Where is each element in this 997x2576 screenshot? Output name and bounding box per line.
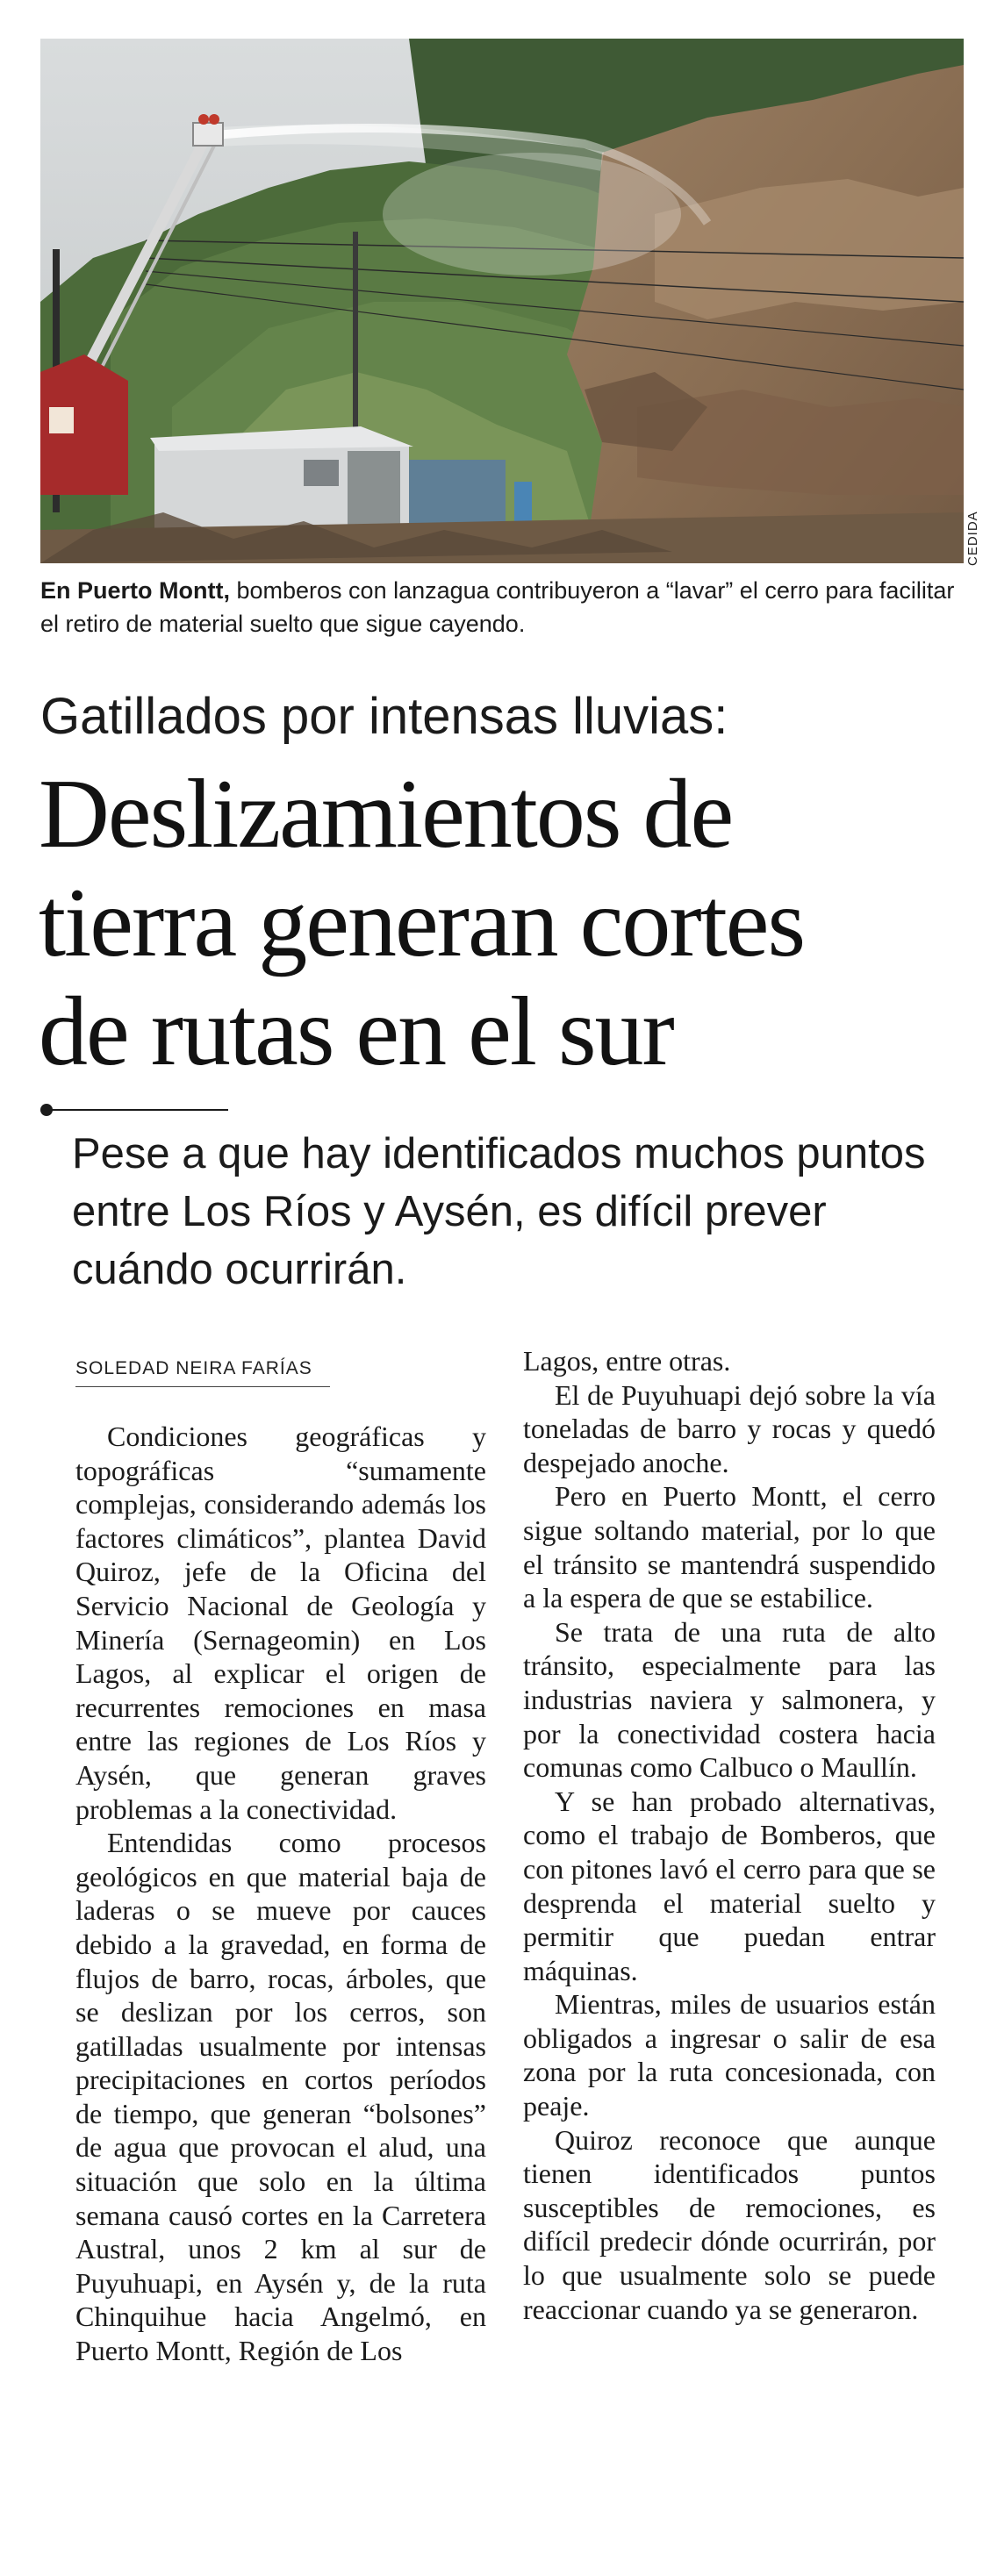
- section-divider: [46, 1109, 228, 1111]
- divider-dot: [40, 1104, 53, 1116]
- body-paragraph: Pero en Puerto Montt, el cerro sigue soltando material, por lo que el tránsito se mantendrá suspendido a la espera de que se estabilice.: [523, 1480, 936, 1614]
- caption-text: bomberos con lanzagua contribuyeron a “lavar” el cerro para facilitar el retiro de material suelto que sigue cayendo.: [40, 577, 955, 637]
- body-paragraph: Entendidas como procesos geológicos en que material baja de laderas o se mueve por cauces debido a la gravedad, en forma de flujos de barro, rocas, árboles, que se deslizan por los cerros, son gatilladas usualmente por intensas precipitaciones en cortos períodos de tiempo, que generan “bolsones” de agua que provocan el alud, una situación que solo en la última semana causó cortes en la Carretera Austral, unos 2 km al sur de Puyuhuapi, en Aysén y, de la ruta Chinquihue hacia Angelmó, en Puerto Montt, Región de Los: [75, 1827, 486, 2367]
- article-kicker: Gatillados por intensas lluvias:: [40, 688, 728, 745]
- article-column-right: [523, 1344, 936, 2326]
- article-headline: [39, 760, 969, 1086]
- article-column-left: [75, 1420, 486, 2368]
- headline-line: de rutas en el sur: [39, 977, 673, 1086]
- body-paragraph: Condiciones geográficas y topográficas “sumamente complejas, considerando además los factores climáticos”, plantea David Quiroz, jefe de la Oficina del Servicio Nacional de Geología y Minería (Sernageomin) en Los Lagos, al explicar el origen de recurrentes remociones en masa entre las regiones de Los Ríos y Aysén, que generan graves problemas a la conectividad.: [75, 1420, 486, 1825]
- headline-line: tierra generan cortes: [39, 869, 805, 977]
- body-paragraph: Se trata de una ruta de alto tránsito, especialmente para las industrias naviera y salmonera, y por la conectividad costera hacia comunas como Calbuco o Maullín.: [523, 1615, 936, 1784]
- article-deck: Pese a que hay identificados muchos puntos entre Los Ríos y Aysén, es difícil prever cuándo ocurrirán.: [72, 1130, 926, 1293]
- headline-line: Deslizamientos de: [39, 760, 733, 869]
- body-paragraph: Lagos, entre otras.: [523, 1345, 731, 1377]
- landslide-photo-illustration: [40, 39, 964, 563]
- caption-lead: En Puerto Montt,: [40, 577, 230, 604]
- photo-credit: CEDIDA: [965, 511, 980, 566]
- news-photo: [40, 39, 964, 563]
- article-byline: SOLEDAD NEIRA FARÍAS: [75, 1358, 312, 1378]
- byline-rule: [75, 1386, 330, 1387]
- body-paragraph: Quiroz reconoce que aunque tienen identificados puntos susceptibles de remociones, es difícil predecir dónde ocurrirán, por lo que usualmente solo se puede reaccionar cuando ya se generaron.: [523, 2123, 936, 2325]
- body-paragraph: Y se han probado alternativas, como el trabajo de Bomberos, que con pitones lavó el cerro para que se desprenda el material suelto y permitir que puedan entrar máquinas.: [523, 1785, 936, 1986]
- photo-caption: [40, 574, 965, 640]
- body-paragraph: Mientras, miles de usuarios están obligados a ingresar o salir de esa zona por la ruta concesionada, con peaje.: [523, 1988, 936, 2122]
- body-paragraph: El de Puyuhuapi dejó sobre la vía toneladas de barro y rocas y quedó despejado anoche.: [523, 1378, 936, 1478]
